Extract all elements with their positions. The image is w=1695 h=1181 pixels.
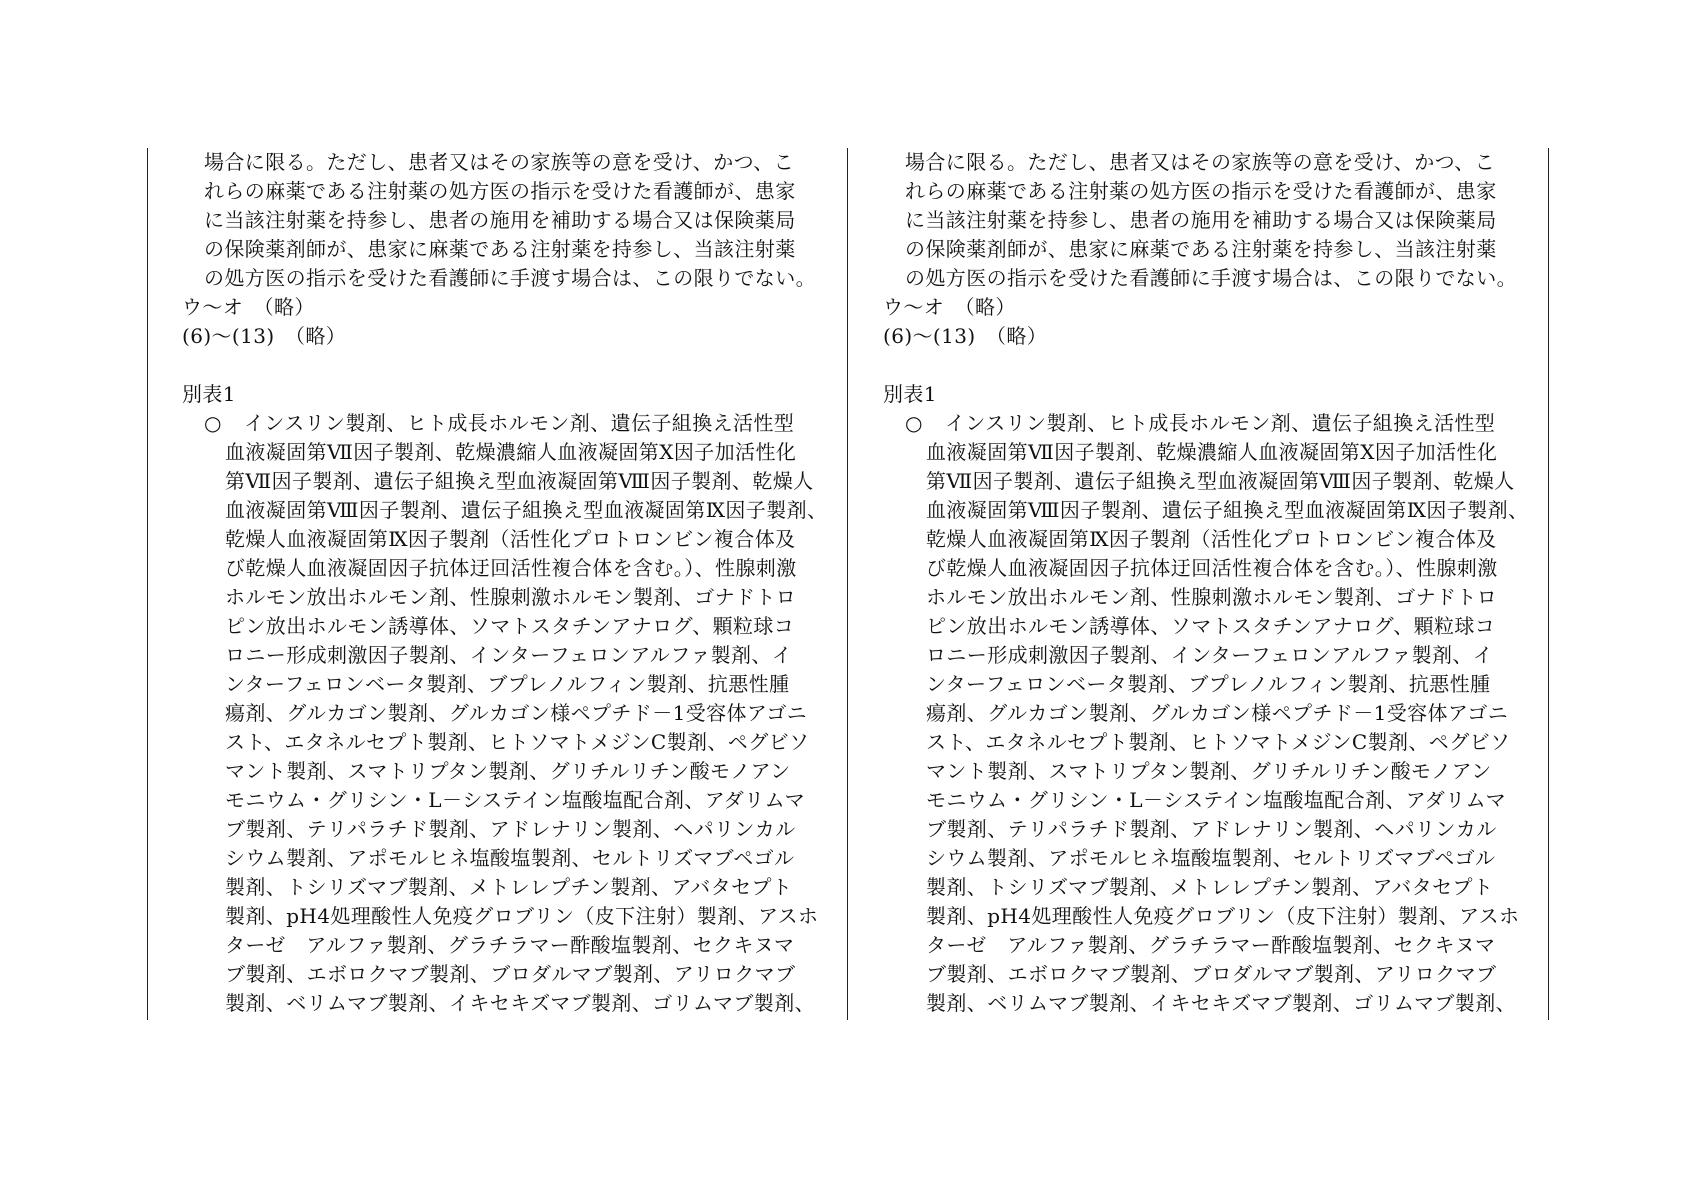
spacer — [182, 351, 848, 380]
list-item-line: び乾燥人血液凝固因子抗体迂回活性複合体を含む。）、性腺刺激 — [926, 556, 1498, 580]
list-item-line: ロニー形成刺激因子製剤、インターフェロンアルファ製剤、イ — [225, 643, 793, 667]
sub-item-u-o: ウ～オ （略） — [182, 295, 315, 319]
list-item-line: シウム製剤、アポモルヒネ塩酸塩製剤、セルトリズマブペゴル — [926, 846, 1496, 870]
list-item-line: マント製剤、スマトリプタン製剤、グリチルリチン酸モノアン — [926, 759, 1492, 783]
note-line: 場合に限る。ただし、患者又はその家族等の意を受け、かつ、こ — [204, 150, 794, 174]
list-item-line: び乾燥人血液凝固因子抗体迂回活性複合体を含む。）、性腺刺激 — [225, 556, 797, 580]
list-item-line: スト、エタネルセプト製剤、ヒトソマトメジンC製剤、ペグビソ — [926, 730, 1511, 754]
list-item-line: 製剤、pH4処理酸性人免疫グロブリン（皮下注射）製剤、アスホ — [926, 904, 1520, 928]
item-6-13: (6)～(13) （略） — [182, 324, 347, 348]
list-item-line: 乾燥人血液凝固第Ⅸ因子製剤（活性化プロトロンビン複合体及 — [225, 527, 796, 551]
note-line: の処方医の指示を受けた看護師に手渡す場合は、この限りでない。 — [905, 266, 1517, 290]
list-item-line: 乾燥人血液凝固第Ⅸ因子製剤（活性化プロトロンビン複合体及 — [926, 527, 1497, 551]
list-item-text: インスリン製剤、ヒト成長ホルモン剤、遺伝子組換え活性型 — [945, 411, 1496, 435]
column-border-left — [147, 148, 148, 1020]
bullet-circle-icon: ○ — [905, 411, 923, 435]
note-line: れらの麻薬である注射薬の処方医の指示を受けた看護師が、患家 — [204, 179, 796, 203]
list-item-line: 製剤、ベリムマブ製剤、イキセキズマブ製剤、ゴリムマブ製剤、 — [225, 991, 815, 1015]
note-line: れらの麻薬である注射薬の処方医の指示を受けた看護師が、患家 — [905, 179, 1497, 203]
list-item-line: 第Ⅶ因子製剤、遺伝子組換え型血液凝固第Ⅷ因子製剤、乾燥人 — [926, 469, 1515, 493]
list-item-line: ロニー形成刺激因子製剤、インターフェロンアルファ製剤、イ — [926, 643, 1494, 667]
list-item-line: ピン放出ホルモン誘導体、ソマトスタチンアナログ、顆粒球コ — [926, 614, 1496, 638]
table-title: 別表1 — [883, 382, 937, 406]
note-line: の保険薬剤師が、患家に麻薬である注射薬を持参し、当該注射薬 — [204, 237, 796, 261]
sub-item-u-o: ウ～オ （略） — [883, 295, 1016, 319]
list-item-line: 瘍剤、グルカゴン製剤、グルカゴン様ペプチド－1受容体アゴニ — [225, 701, 808, 725]
list-item-line: ターゼ アルファ製剤、グラチラマー酢酸塩製剤、セクキヌマ — [225, 933, 795, 957]
list-item-line: 製剤、pH4処理酸性人免疫グロブリン（皮下注射）製剤、アスホ — [225, 904, 819, 928]
note-line: の保険薬剤師が、患家に麻薬である注射薬を持参し、当該注射薬 — [905, 237, 1497, 261]
spacer — [883, 351, 1549, 380]
list-item-line: 血液凝固第Ⅶ因子製剤、乾燥濃縮人血液凝固第Ⅹ因子加活性化 — [225, 440, 797, 464]
list-item-line: ンターフェロンベータ製剤、ブプレノルフィン製剤、抗悪性腫 — [225, 672, 790, 696]
note-line: 場合に限る。ただし、患者又はその家族等の意を受け、かつ、こ — [905, 150, 1495, 174]
list-item-line: モニウム・グリシン・L－システイン塩酸塩配合剤、アダリムマ — [926, 788, 1506, 812]
list-item-line: ブ製剤、テリパラチド製剤、アドレナリン製剤、ヘパリンカル — [926, 817, 1497, 841]
list-item-line: ブ製剤、エボロクマブ製剤、ブロダルマブ製剤、アリロクマブ — [225, 962, 796, 986]
list-item-line: シウム製剤、アポモルヒネ塩酸塩製剤、セルトリズマブペゴル — [225, 846, 795, 870]
note-line: に当該注射薬を持参し、患者の施用を補助する場合又は保険薬局 — [905, 208, 1497, 232]
list-item-line: ブ製剤、エボロクマブ製剤、ブロダルマブ製剤、アリロクマブ — [926, 962, 1497, 986]
list-item-line: ブ製剤、テリパラチド製剤、アドレナリン製剤、ヘパリンカル — [225, 817, 796, 841]
list-item-text: インスリン製剤、ヒト成長ホルモン剤、遺伝子組換え活性型 — [244, 411, 795, 435]
list-item-line: ホルモン放出ホルモン剤、性腺刺激ホルモン製剤、ゴナドトロ — [926, 585, 1498, 609]
table-title: 別表1 — [182, 382, 236, 406]
list-item-line: 第Ⅶ因子製剤、遺伝子組換え型血液凝固第Ⅷ因子製剤、乾燥人 — [225, 469, 814, 493]
list-item-first-line — [182, 409, 848, 438]
list-item-line: 製剤、トシリズマブ製剤、メトレレプチン製剤、アバタセプト — [926, 875, 1494, 899]
list-item-line: ターゼ アルファ製剤、グラチラマー酢酸塩製剤、セクキヌマ — [926, 933, 1496, 957]
list-item-line: ピン放出ホルモン誘導体、ソマトスタチンアナログ、顆粒球コ — [225, 614, 795, 638]
note-line: に当該注射薬を持参し、患者の施用を補助する場合又は保険薬局 — [204, 208, 796, 232]
list-item-line: マント製剤、スマトリプタン製剤、グリチルリチン酸モノアン — [225, 759, 791, 783]
list-item-first-line — [883, 409, 1549, 438]
list-item-line: 製剤、トシリズマブ製剤、メトレレプチン製剤、アバタセプト — [225, 875, 793, 899]
bullet-circle-icon: ○ — [204, 411, 222, 435]
list-item-line: ホルモン放出ホルモン剤、性腺刺激ホルモン製剤、ゴナドトロ — [225, 585, 797, 609]
list-item-line: 瘍剤、グルカゴン製剤、グルカゴン様ペプチド－1受容体アゴニ — [926, 701, 1509, 725]
list-item-line: 血液凝固第Ⅶ因子製剤、乾燥濃縮人血液凝固第Ⅹ因子加活性化 — [926, 440, 1498, 464]
list-item-line: モニウム・グリシン・L－システイン塩酸塩配合剤、アダリムマ — [225, 788, 805, 812]
note-line: の処方医の指示を受けた看護師に手渡す場合は、この限りでない。 — [204, 266, 816, 290]
left-column — [182, 148, 848, 1020]
list-item-line: 血液凝固第Ⅷ因子製剤、遺伝子組換え型血液凝固第Ⅸ因子製剤、 — [225, 498, 828, 522]
list-item-line: 血液凝固第Ⅷ因子製剤、遺伝子組換え型血液凝固第Ⅸ因子製剤、 — [926, 498, 1529, 522]
list-item-line: スト、エタネルセプト製剤、ヒトソマトメジンC製剤、ペグビソ — [225, 730, 810, 754]
item-6-13: (6)～(13) （略） — [883, 324, 1048, 348]
list-item-line: 製剤、ベリムマブ製剤、イキセキズマブ製剤、ゴリムマブ製剤、 — [926, 991, 1516, 1015]
right-column — [883, 148, 1549, 1020]
list-item-line: ンターフェロンベータ製剤、ブプレノルフィン製剤、抗悪性腫 — [926, 672, 1491, 696]
